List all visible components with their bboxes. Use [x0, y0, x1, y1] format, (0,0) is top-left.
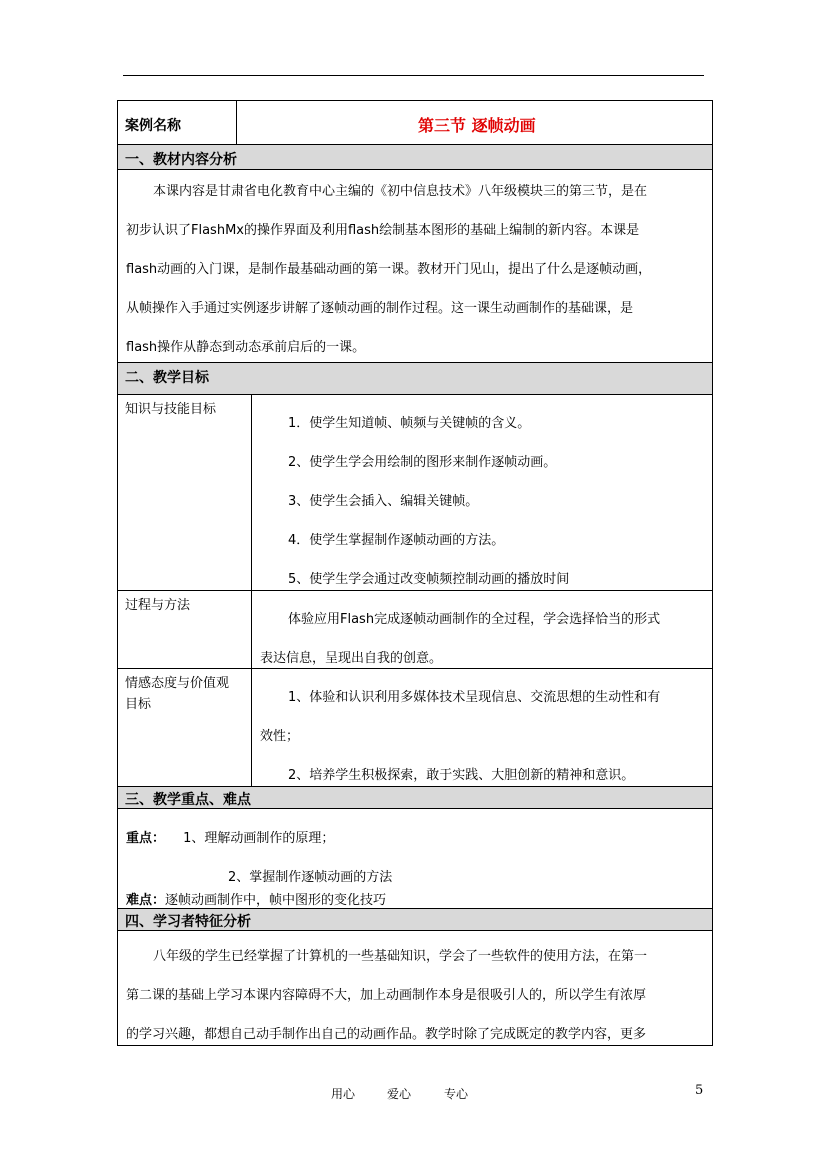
paragraph-line: 本课内容是甘肃省电化教育中心主编的《初中信息技术》八年级模块三的第三节，是在: [153, 184, 648, 199]
paragraph-line: 第二课的基础上学习本课内容障碍不大，加上动画制作本身是很吸引人的，所以学生有浓厚: [126, 988, 647, 1003]
objective-item: 2、使学生学会用绘制的图形来制作逐帧动画。: [288, 455, 557, 470]
process-line: 体验应用Flash完成逐帧动画制作的全过程，学会选择恰当的形式: [288, 612, 661, 627]
section-header: [118, 909, 712, 930]
key-label: 重点：: [126, 831, 166, 846]
lesson-title: 第三节 逐帧动画: [418, 116, 536, 135]
case-name-label: 案例名称: [125, 118, 181, 134]
process-line: 表达信息，呈现出自我的创意。: [260, 651, 443, 666]
footer-text: 用心: [331, 1087, 356, 1101]
objective-item: 3、使学生会插入、编辑关键帧。: [288, 494, 479, 509]
lesson-plan-table: [117, 100, 713, 1046]
paragraph-line: 初步认识了FlashMx的操作界面及利用flash绘制基本图形的基础上编制的新内容。本课是: [126, 223, 640, 238]
key-item: 1、理解动画制作的原理；: [183, 831, 335, 846]
divider: [118, 808, 712, 809]
page-number: 5: [695, 1083, 704, 1098]
divider: [236, 101, 237, 144]
emotion-label: 情感态度与价值观: [125, 676, 230, 691]
emotion-label-cont: 目标: [125, 697, 152, 712]
section-header: [118, 145, 712, 169]
divider: [118, 169, 712, 170]
difficult-label: 难点：: [126, 893, 166, 908]
key-points: [126, 827, 334, 846]
objective-item: 5、使学生学会通过改变帧频控制动画的播放时间: [288, 572, 570, 587]
emotion-line: 2、培养学生积极探索，敢于实践、大胆创新的精神和意识。: [288, 768, 635, 783]
footer-text: 爱心: [387, 1087, 412, 1101]
paragraph-line: 从帧操作入手通过实例逐步讲解了逐帧动画的制作过程。这一课生动画制作的基础课，是: [126, 301, 634, 316]
paragraph-line: 的学习兴趣，都想自己动手制作出自己的动画作品。教学时除了完成既定的教学内容，更多: [126, 1027, 647, 1042]
section-title: 三、教学重点、难点: [125, 792, 251, 808]
section-title: 一、教材内容分析: [125, 152, 237, 168]
section-title: 四、学习者特征分析: [125, 914, 251, 930]
difficult-points: [126, 889, 386, 908]
section-header: [118, 363, 712, 394]
divider: [118, 590, 712, 591]
section-header: [118, 787, 712, 808]
paragraph-line: flash操作从静态到动态承前启后的一课。: [126, 340, 366, 355]
header-rule: [123, 75, 704, 76]
paragraph-line: flash动画的入门课，是制作最基础动画的第一课。教材开门见山，提出了什么是逐帧动画，: [126, 262, 652, 277]
objective-item: 4．使学生掌握制作逐帧动画的方法。: [288, 533, 505, 548]
difficult-text: 逐帧动画制作中，帧中图形的变化技巧: [165, 893, 387, 908]
divider: [118, 930, 712, 931]
divider: [118, 668, 712, 669]
paragraph-line: 八年级的学生已经掌握了计算机的一些基础知识，学会了一些软件的使用方法，在第一: [153, 949, 648, 964]
section-title: 二、教学目标: [125, 370, 209, 386]
emotion-line: 效性；: [260, 729, 300, 744]
divider: [251, 394, 252, 786]
key-item: 2、掌握制作逐帧动画的方法: [228, 870, 393, 885]
knowledge-label: 知识与技能目标: [125, 402, 217, 417]
process-label: 过程与方法: [125, 598, 191, 613]
objective-item: 1．使学生知道帧、帧频与关键帧的含义。: [288, 416, 531, 431]
emotion-line: 1、体验和认识利用多媒体技术呈现信息、交流思想的生动性和有: [288, 690, 661, 705]
footer-text: 专心: [444, 1087, 469, 1101]
divider: [118, 394, 712, 395]
